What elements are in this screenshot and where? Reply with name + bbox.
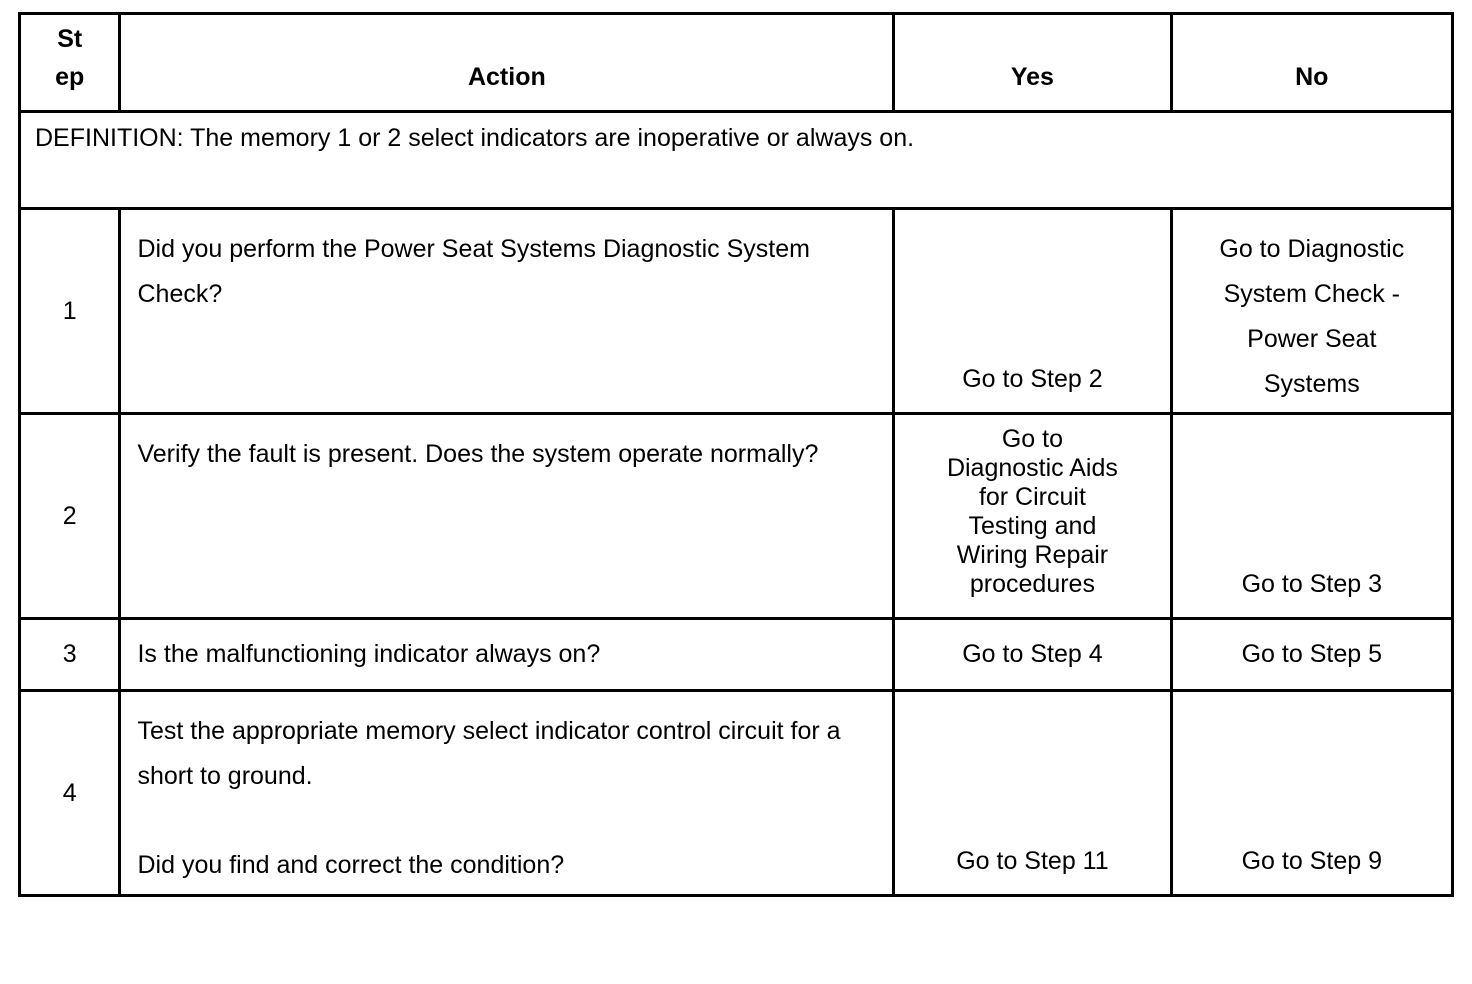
yes-result-line: Testing and <box>968 512 1097 540</box>
step-number: 2 <box>20 414 120 619</box>
yes-result <box>894 414 1171 619</box>
step-number: 3 <box>20 619 120 691</box>
action-text: Did you perform the Power Seat Systems Diagnostic System Check? <box>120 209 894 414</box>
yes-result-line: Wiring Repair <box>956 541 1109 569</box>
action-line: Did you find and correct the condition? <box>137 851 565 879</box>
action-text <box>120 691 894 896</box>
yes-result: Go to Step 11 <box>894 691 1171 896</box>
no-result: Go to Step 5 <box>1171 619 1452 691</box>
table-header-row <box>20 14 1453 112</box>
yes-result-line: Diagnostic Aids <box>946 454 1118 482</box>
action-line: Test the appropriate memory select indicator control circuit for a short to ground. <box>137 717 841 790</box>
no-result: Go to Diagnostic System Check - Power Seat Systems <box>1171 209 1452 414</box>
diagnostic-table <box>18 12 1454 897</box>
action-text: Verify the fault is present. Does the system operate normally? <box>120 414 894 619</box>
header-no: No <box>1171 14 1452 112</box>
table-row <box>20 619 1453 691</box>
no-result: Go to Step 3 <box>1171 414 1452 619</box>
yes-result: Go to Step 4 <box>894 619 1171 691</box>
action-text: Is the malfunctioning indicator always on? <box>120 619 894 691</box>
table-row <box>20 209 1453 414</box>
yes-result-line: Go to <box>1001 425 1063 453</box>
header-step: St ep <box>20 14 120 112</box>
no-result: Go to Step 9 <box>1171 691 1452 896</box>
table-row <box>20 691 1453 896</box>
yes-result: Go to Step 2 <box>894 209 1171 414</box>
step-number: 1 <box>20 209 120 414</box>
definition-row <box>20 112 1453 209</box>
diagnostic-table-page <box>18 12 1454 961</box>
yes-result-line: procedures <box>969 570 1095 598</box>
header-action: Action <box>120 14 894 112</box>
definition-text: DEFINITION: The memory 1 or 2 select indicators are inoperative or always on. <box>20 112 1453 209</box>
table-row <box>20 414 1453 619</box>
header-yes: Yes <box>894 14 1171 112</box>
spacer <box>137 799 876 843</box>
yes-result-line: for Circuit <box>978 483 1086 511</box>
step-number: 4 <box>20 691 120 896</box>
